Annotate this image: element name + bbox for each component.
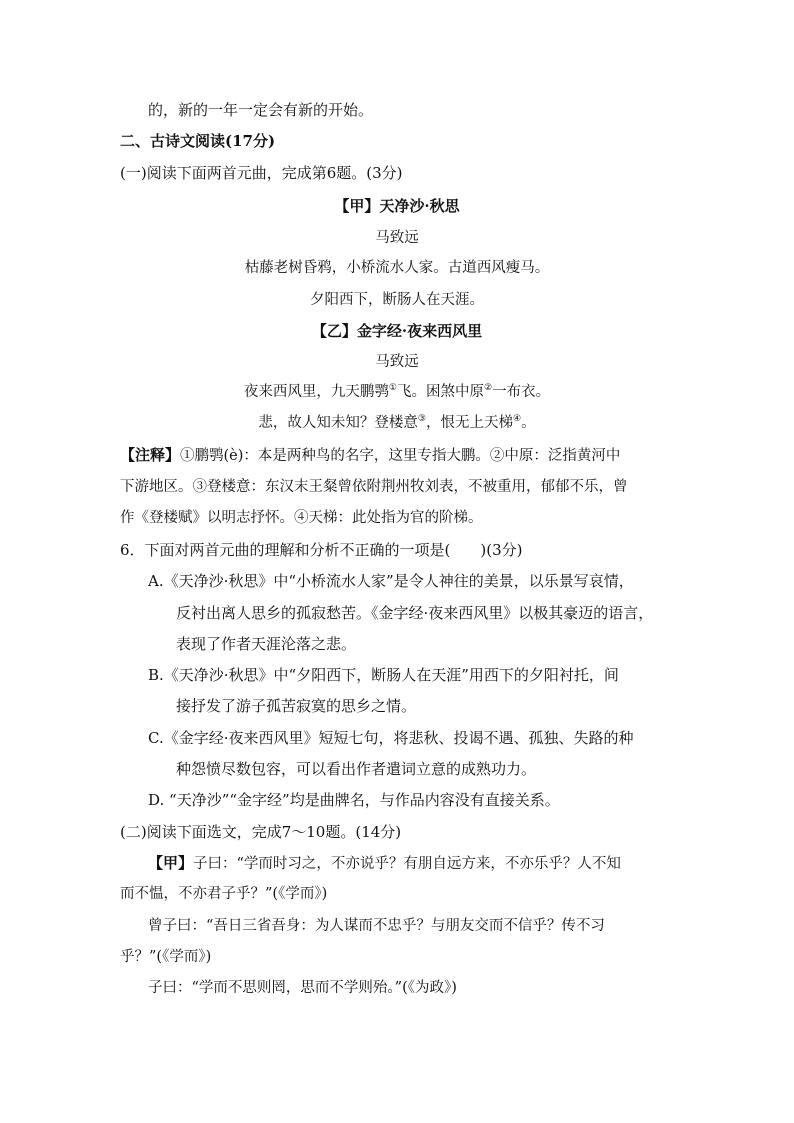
question6-stem: 6．下面对两首元曲的理解和分析不正确的一项是( )(3分): [120, 541, 523, 559]
note-mark-1: ①: [388, 383, 397, 393]
option-b-line2: 接抒发了游子孤苦寂寞的思乡之情。: [176, 697, 417, 715]
notes-line2: 下游地区。③登楼意：东汉末王粲曾依附荆州牧刘表，不被重用，郁郁不乐，曾: [120, 479, 628, 495]
option-c-line2: 种怨愤尽数包容，可以看出作者遣词立意的成熟功力。: [176, 760, 537, 778]
option-d-line1: D. “天净沙”“金字经”均是曲牌名，与作品内容没有直接关系。: [148, 791, 560, 809]
passage-p2-line2: 乎？”(《学而》): [120, 949, 212, 965]
note-mark-3: ③: [417, 414, 426, 424]
option-b-line1: B.《天净沙·秋思》中“夕阳西下，断肠人在天涯”用西下的夕阳衬托，间: [148, 666, 619, 684]
option-a-line1: A.《天净沙·秋思》中“小桥流水人家”是令人神往的美景，以乐景写哀情，: [148, 572, 634, 590]
part-two-intro: (二)阅读下面选文，完成7～10题。(14分): [120, 823, 402, 841]
notes-label: 【注释】: [120, 446, 181, 464]
passage-label: 【甲】: [148, 854, 194, 872]
poem-b-title: 【乙】金字经·夜来西风里: [311, 322, 483, 340]
part-one-intro: (一)阅读下面两首元曲，完成第6题。(3分): [120, 164, 403, 182]
passage-p1-line2: 而不愠，不亦君子乎？”(《学而》): [120, 886, 328, 902]
poem-a-title: 【甲】天净沙·秋思: [334, 197, 460, 215]
passage-p1-line1: 【甲】子曰：“学而时习之，不亦说乎？有朋自远方来，不亦乐乎？人不知: [148, 854, 621, 872]
poem-a-line2: 夕阳西下，断肠人在天涯。: [310, 292, 484, 308]
poem-a-line1: 枯藤老树昏鸦，小桥流水人家。古道西风瘦马。: [244, 260, 550, 276]
continuation-line: 的，新的一年一定会有新的开始。: [148, 101, 374, 119]
poem-a-author: 马致远: [375, 230, 419, 246]
note-mark-2: ②: [484, 383, 493, 393]
passage-p3-line1: 子曰：“学而不思则罔，思而不学则殆。”(《为政》): [148, 980, 457, 996]
note-mark-4: ④: [513, 414, 522, 424]
option-c-line1: C.《金字经·夜来西风里》短短七句，将悲秋、投谒不遇、孤独、失路的种: [148, 729, 634, 747]
option-a-line2: 反衬出离人思乡的孤寂愁苦。《金字经·夜来西风里》以极其豪迈的语言，: [176, 604, 654, 622]
notes-line3: 作《登楼赋》以明志抒怀。④天梯：此处指为官的阶梯。: [120, 510, 483, 526]
poem-b-author: 马致远: [375, 354, 419, 370]
section-two-heading: 二、古诗文阅读(17分): [120, 132, 276, 150]
poem-b-line2: 悲，故人知未知？登楼意③，恨无上天梯④。: [258, 414, 536, 431]
notes-line1: 【注释】①鹏鹗(è)：本是两种鸟的名字，这里专指大鹏。②中原：泛指黄河中: [120, 446, 621, 464]
option-a-line3: 表现了作者天涯沦落之悲。: [176, 635, 357, 653]
passage-p2-line1: 曾子曰：“吾日三省吾身：为人谋而不忠乎？与朋友交而不信乎？传不习: [148, 918, 605, 934]
poem-b-line1: 夜来西风里，九天鹏鹗①飞。困煞中原②一布衣。: [243, 383, 551, 400]
